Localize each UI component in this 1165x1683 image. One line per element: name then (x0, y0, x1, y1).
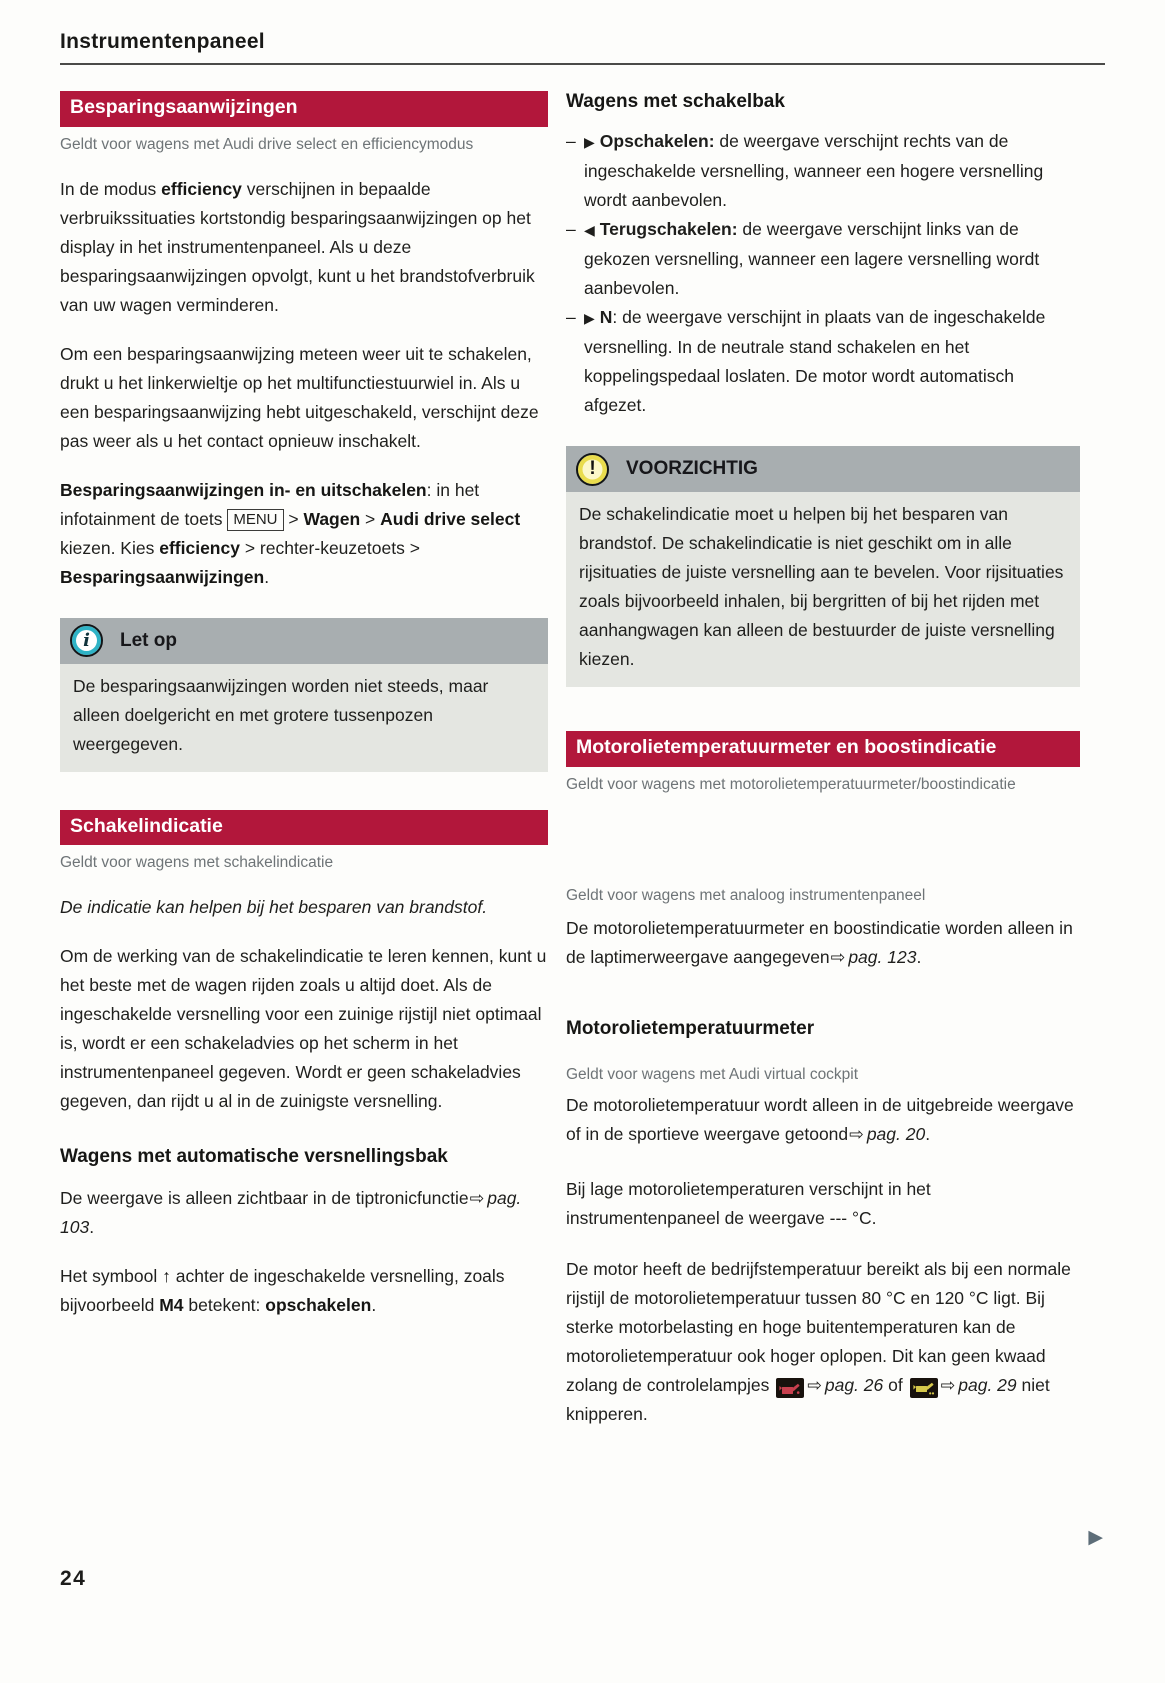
caution-box-body: De schakelindicatie moet u helpen bij het besparen van brandstof. De schakelindicatie is niet geschikt om in alle rijsituaties de juiste versnelling aan te bevelen. Voor rijsituaties zoals bijvoorbeeld inhalen, bij bergritten of bij het rijden met aanhangwagen kan alleen de bestuurder de juiste versnelling kiezen. (566, 492, 1080, 687)
paragraph: Om een besparingsaanwijzing meteen weer uit te schakelen, drukt u het linkerwieltje op het multifunctiestuurwiel in. Als u een besparingsaanwijzing hebt uitgeschakeld, verschijnt deze pas weer als u het contact opnieuw inschakelt. (60, 343, 539, 451)
section-title-besparingsaanwijzingen: Besparingsaanwijzingen (60, 91, 548, 127)
upshift-arrow-icon: ↑ (162, 1266, 171, 1287)
note-box-header (60, 618, 548, 664)
paragraph-with-pageref: De motorolietemperatuurmeter en boostindicatie worden alleen in de laptimerweergave aangegeven⇨ pag. 123. (566, 917, 1073, 967)
oil-level-warning-icon-yellow (910, 1378, 938, 1398)
paragraph: Bij lage motorolietemperaturen verschijnt in het instrumentenpaneel de weergave --- °C. (566, 1178, 931, 1228)
manual-page (0, 30, 1165, 1683)
paragraph-with-warning-lamps: De motor heeft de bedrijfstemperatuur bereikt als bij een normale rijstijl de motorolietemperatuur tussen 80 °C en 120 °C ligt. Bij sterke motorbelasting en hoge buitentemperaturen kan de motorolietemperatuur ook hoger oplopen. Dit kan geen kwaad zolang de controlelampjes ⇨ pag. 26 of ⇨ pag. 29 niet knipperen. (566, 1258, 1071, 1424)
paragraph-with-pageref: De weergave is alleen zichtbaar in de tiptronicfunctie⇨ pag. 103. (60, 1188, 522, 1238)
page-header (60, 30, 1105, 65)
pageref-arrow-icon: ⇨ (830, 946, 846, 967)
caution-box-label: VOORZICHTIG (626, 458, 758, 479)
section-title-schakelindicatie: Schakelindicatie (60, 810, 548, 846)
two-column-layout (60, 91, 1080, 1429)
shift-up-triangle-icon: ▶ (584, 310, 595, 326)
section-applicability-note: Geldt voor wagens met motorolietemperatuurmeter/boostindicatie (566, 775, 1016, 793)
section-title-motorolietemperatuurmeter: Motorolietemperatuurmeter en boostindicatie (566, 731, 1080, 767)
paragraph: In de modus efficiency verschijnen in bepaalde verbruikssituaties kortstondig besparingsaanwijzingen op het display in het instrumentenpaneel. Als u deze besparingsaanwijzingen opvolgt, kunt u het brandstofverbruik van uw wagen verminderen. (60, 178, 535, 315)
applicability-note-virtual-cockpit: Geldt voor wagens met Audi virtual cockpit (566, 1065, 859, 1083)
pageref-arrow-icon: ⇨ (940, 1374, 956, 1395)
section-applicability-note: Geldt voor wagens met schakelindicatie (60, 854, 334, 872)
page-reference: pag. 26 (824, 1374, 884, 1395)
pageref-arrow-icon: ⇨ (469, 1188, 485, 1209)
applicability-note-analoog: Geldt voor wagens met analoog instrumentenpaneel (566, 886, 926, 904)
subheading-automatische-versnellingsbak: Wagens met automatische versnellingsbak (60, 1146, 448, 1168)
menu-key: MENU (227, 509, 283, 531)
subheading-wagens-met-schakelbak: Wagens met schakelbak (566, 91, 785, 112)
right-column (566, 91, 1080, 1429)
subheading-motorolietemperatuurmeter: Motorolietemperatuurmeter (566, 1017, 815, 1039)
section-applicability-note: Geldt voor wagens met Audi drive select en efficiencymodus (60, 135, 474, 153)
shift-indicator-list (566, 127, 1080, 420)
left-column (60, 91, 548, 1429)
warning-icon: ! (576, 453, 609, 486)
note-box-label: Let op (120, 629, 177, 651)
paragraph-with-symbol: Het symbool ↑ achter de ingeschakelde versnelling, zoals bijvoorbeeld M4 betekent: opschakelen. (60, 1266, 505, 1316)
paragraph-menu-path: Besparingsaanwijzingen in- en uitschakelen: in het infotainment de toets MENU > Wagen > Audi drive select kiezen. Kies efficiency > rechter-keuzetoets > Besparingsaanwijzingen. (60, 479, 521, 587)
oil-pressure-warning-icon-red (776, 1378, 804, 1398)
page-number: 24 (60, 1567, 87, 1590)
page-reference: pag. 123 (848, 946, 917, 967)
pageref-arrow-icon: ⇨ (807, 1374, 822, 1395)
paragraph-with-pageref: De motorolietemperatuur wordt alleen in de uitgebreide weergave of in de sportieve weergave getoond⇨ pag. 20. (566, 1094, 1074, 1144)
pageref-arrow-icon: ⇨ (849, 1123, 864, 1144)
caution-box-header (566, 446, 1080, 492)
list-item: – ▶ Opschakelen: de weergave verschijnt rechts van de ingeschakelde versnelling, wanneer een hogere versnelling wordt aanbevolen. (566, 131, 1044, 210)
paragraph: Om de werking van de schakelindicatie te leren kennen, kunt u het beste met de wagen rijden zoals u altijd doet. Als de ingeschakelde versnelling voor een zuinige rijstijl niet optimaal is, wordt er een schakeladvies op het scherm in het instrumentenpaneel gegeven. Wordt er geen schakeladvies gegeven, dan rijdt u al in de zuinigste versnelling. (60, 946, 547, 1112)
page-title: Instrumentenpaneel (60, 30, 265, 53)
note-box-body: De besparingsaanwijzingen worden niet steeds, maar alleen doelgericht en met grotere tussenpozen weergegeven. (60, 664, 548, 772)
page-continuation-arrow-icon: ▶ (1088, 1527, 1103, 1548)
page-reference: pag. 20 (866, 1123, 926, 1144)
list-item: – ◀ Terugschakelen: de weergave verschijnt links van de gekozen versnelling, wanneer een lagere versnelling wordt aanbevolen. (566, 219, 1040, 298)
shift-up-triangle-icon: ▶ (584, 134, 595, 150)
page-reference: pag. 29 (958, 1374, 1017, 1395)
list-item: – ▶ N: de weergave verschijnt in plaats van de ingeschakelde versnelling. In de neutrale stand schakelen en het koppelingspedaal loslaten. De motor wordt automatisch afgezet. (566, 307, 1046, 415)
page-reference: pag. 103 (60, 1188, 522, 1238)
note-box (60, 618, 548, 772)
info-icon: i (70, 624, 103, 657)
lead-paragraph: De indicatie kan helpen bij het besparen van brandstof. (60, 897, 488, 918)
shift-down-triangle-icon: ◀ (584, 222, 595, 238)
caution-box (566, 446, 1080, 687)
